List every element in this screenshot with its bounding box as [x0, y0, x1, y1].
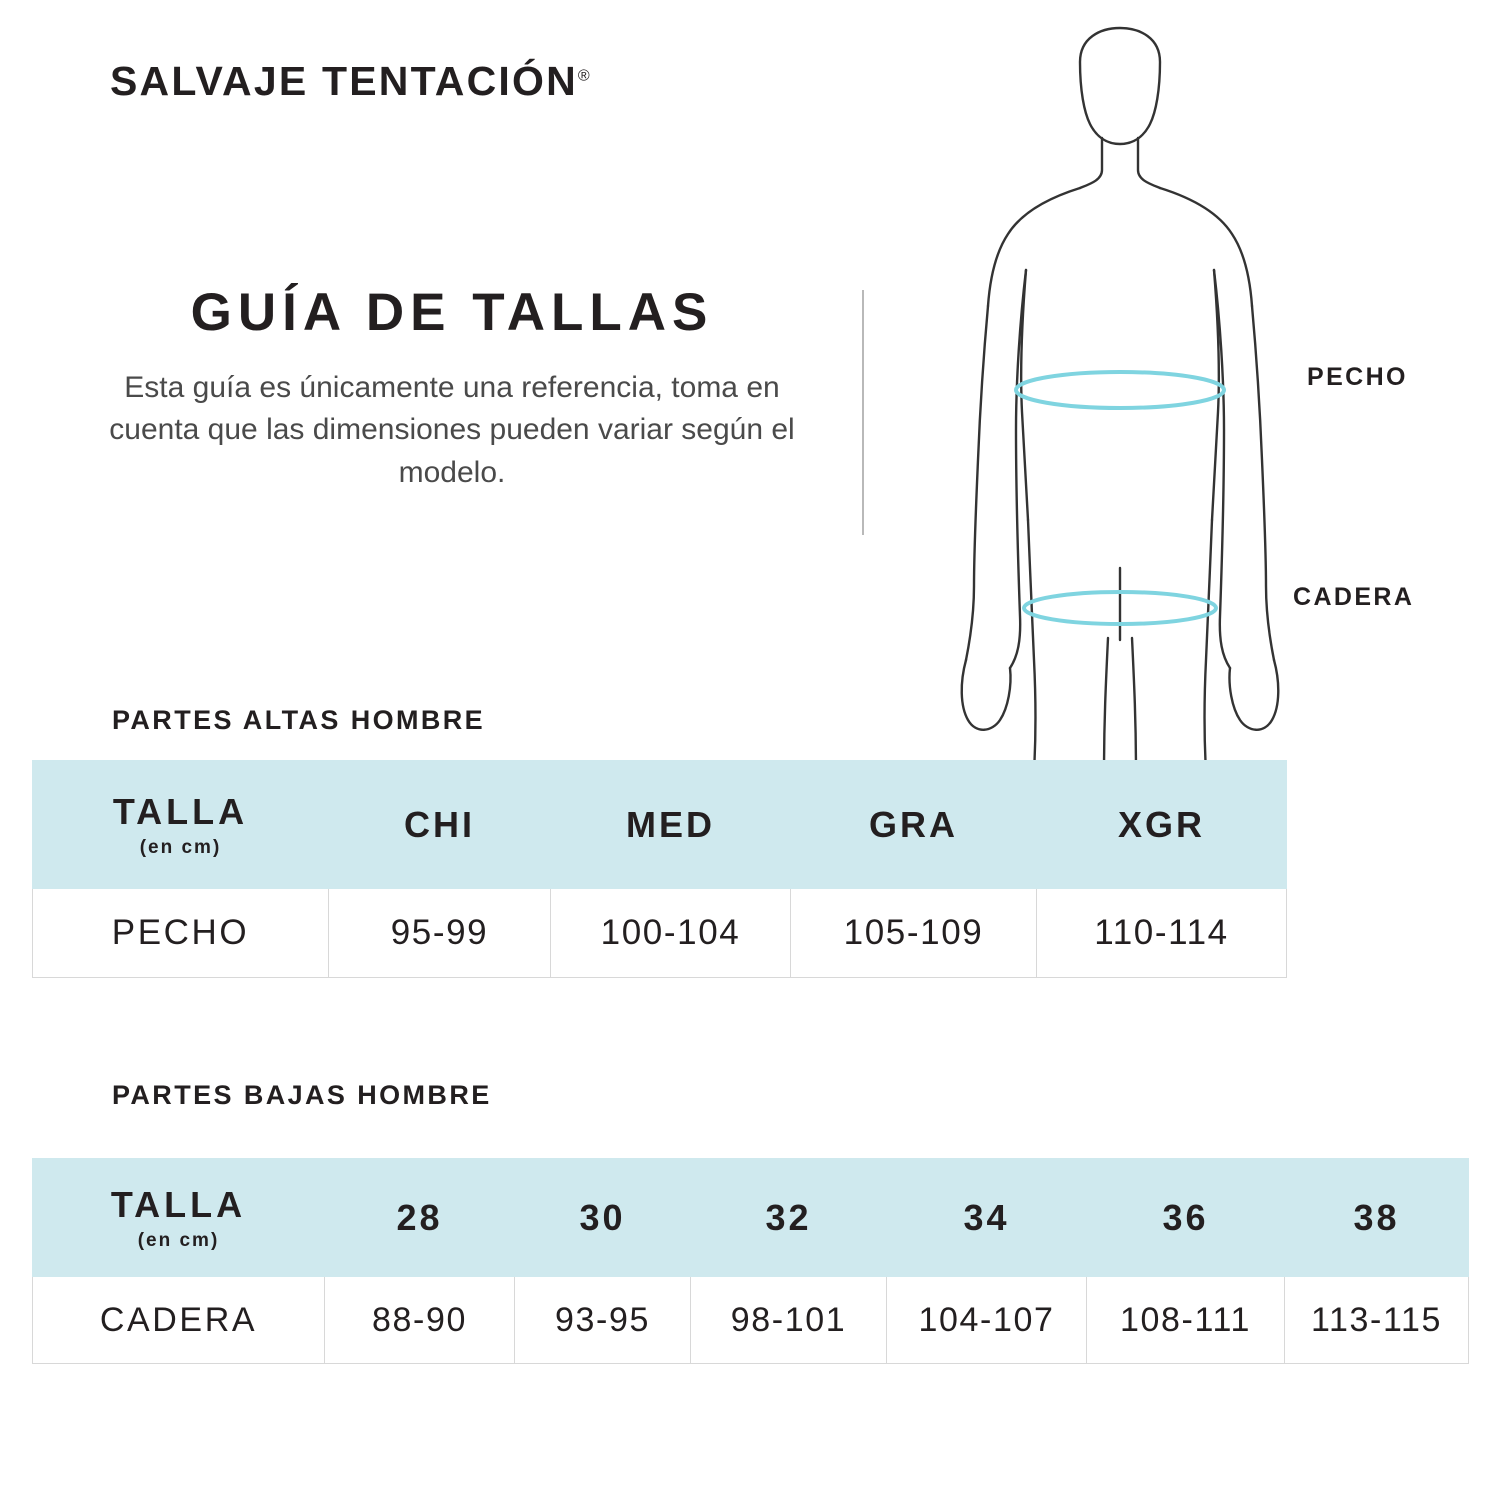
- header-cell-talla: [33, 761, 329, 889]
- header-talla-label: TALLA: [110, 1183, 247, 1225]
- table-cell: 88-90: [325, 1277, 515, 1364]
- header-talla-units: (en cm): [137, 1229, 220, 1251]
- header-talla-units: (en cm): [139, 836, 222, 858]
- header-cell-size: GRA: [791, 761, 1037, 889]
- header-cell-size: CHI: [329, 761, 551, 889]
- intro-text: Esta guía es únicamente una referencia, toma en cuenta que las dimensiones pueden variar según el modelo.: [109, 370, 795, 489]
- header-cell-size: 32: [691, 1159, 887, 1277]
- section-caption-upper: PARTES ALTAS HOMBRE: [112, 705, 486, 735]
- size-table-lower: [32, 1158, 1469, 1364]
- hip-label: CADERA: [1293, 583, 1415, 611]
- header-cell-size: 30: [515, 1159, 691, 1277]
- table-cell: 95-99: [329, 889, 551, 978]
- table-cell: 98-101: [691, 1277, 887, 1364]
- intro-block: [72, 285, 832, 494]
- table-cell: 105-109: [791, 889, 1037, 978]
- table-cell: 104-107: [887, 1277, 1087, 1364]
- size-table-upper: [32, 760, 1287, 978]
- header-cell-size: MED: [551, 761, 791, 889]
- brand-title: [110, 58, 590, 105]
- header-cell-size: 38: [1285, 1159, 1469, 1277]
- table-cell: 108-111: [1087, 1277, 1285, 1364]
- body-figure: [930, 20, 1310, 780]
- page-title: GUÍA DE TALLAS: [190, 283, 714, 342]
- row-label: CADERA: [33, 1277, 325, 1364]
- brand-name: SALVAJE TENTACIÓN: [110, 58, 578, 104]
- header-talla-label: TALLA: [112, 790, 249, 832]
- table-cell: 110-114: [1037, 889, 1287, 978]
- table-header-row: [33, 1159, 1469, 1277]
- table-cell: 113-115: [1285, 1277, 1469, 1364]
- header-cell-talla: [33, 1159, 325, 1277]
- vertical-divider: [862, 290, 864, 535]
- row-label: PECHO: [33, 889, 329, 978]
- header-cell-size: XGR: [1037, 761, 1287, 889]
- registered-mark-icon: ®: [577, 67, 590, 85]
- section-caption-lower: PARTES BAJAS HOMBRE: [112, 1080, 492, 1110]
- header-cell-size: 34: [887, 1159, 1087, 1277]
- table-cell: 93-95: [515, 1277, 691, 1364]
- chest-label: PECHO: [1307, 363, 1408, 391]
- table-header-row: [33, 761, 1287, 889]
- table-cell: 100-104: [551, 889, 791, 978]
- table-row: [33, 889, 1287, 978]
- header-cell-size: 28: [325, 1159, 515, 1277]
- header-cell-size: 36: [1087, 1159, 1285, 1277]
- table-row: [33, 1277, 1469, 1364]
